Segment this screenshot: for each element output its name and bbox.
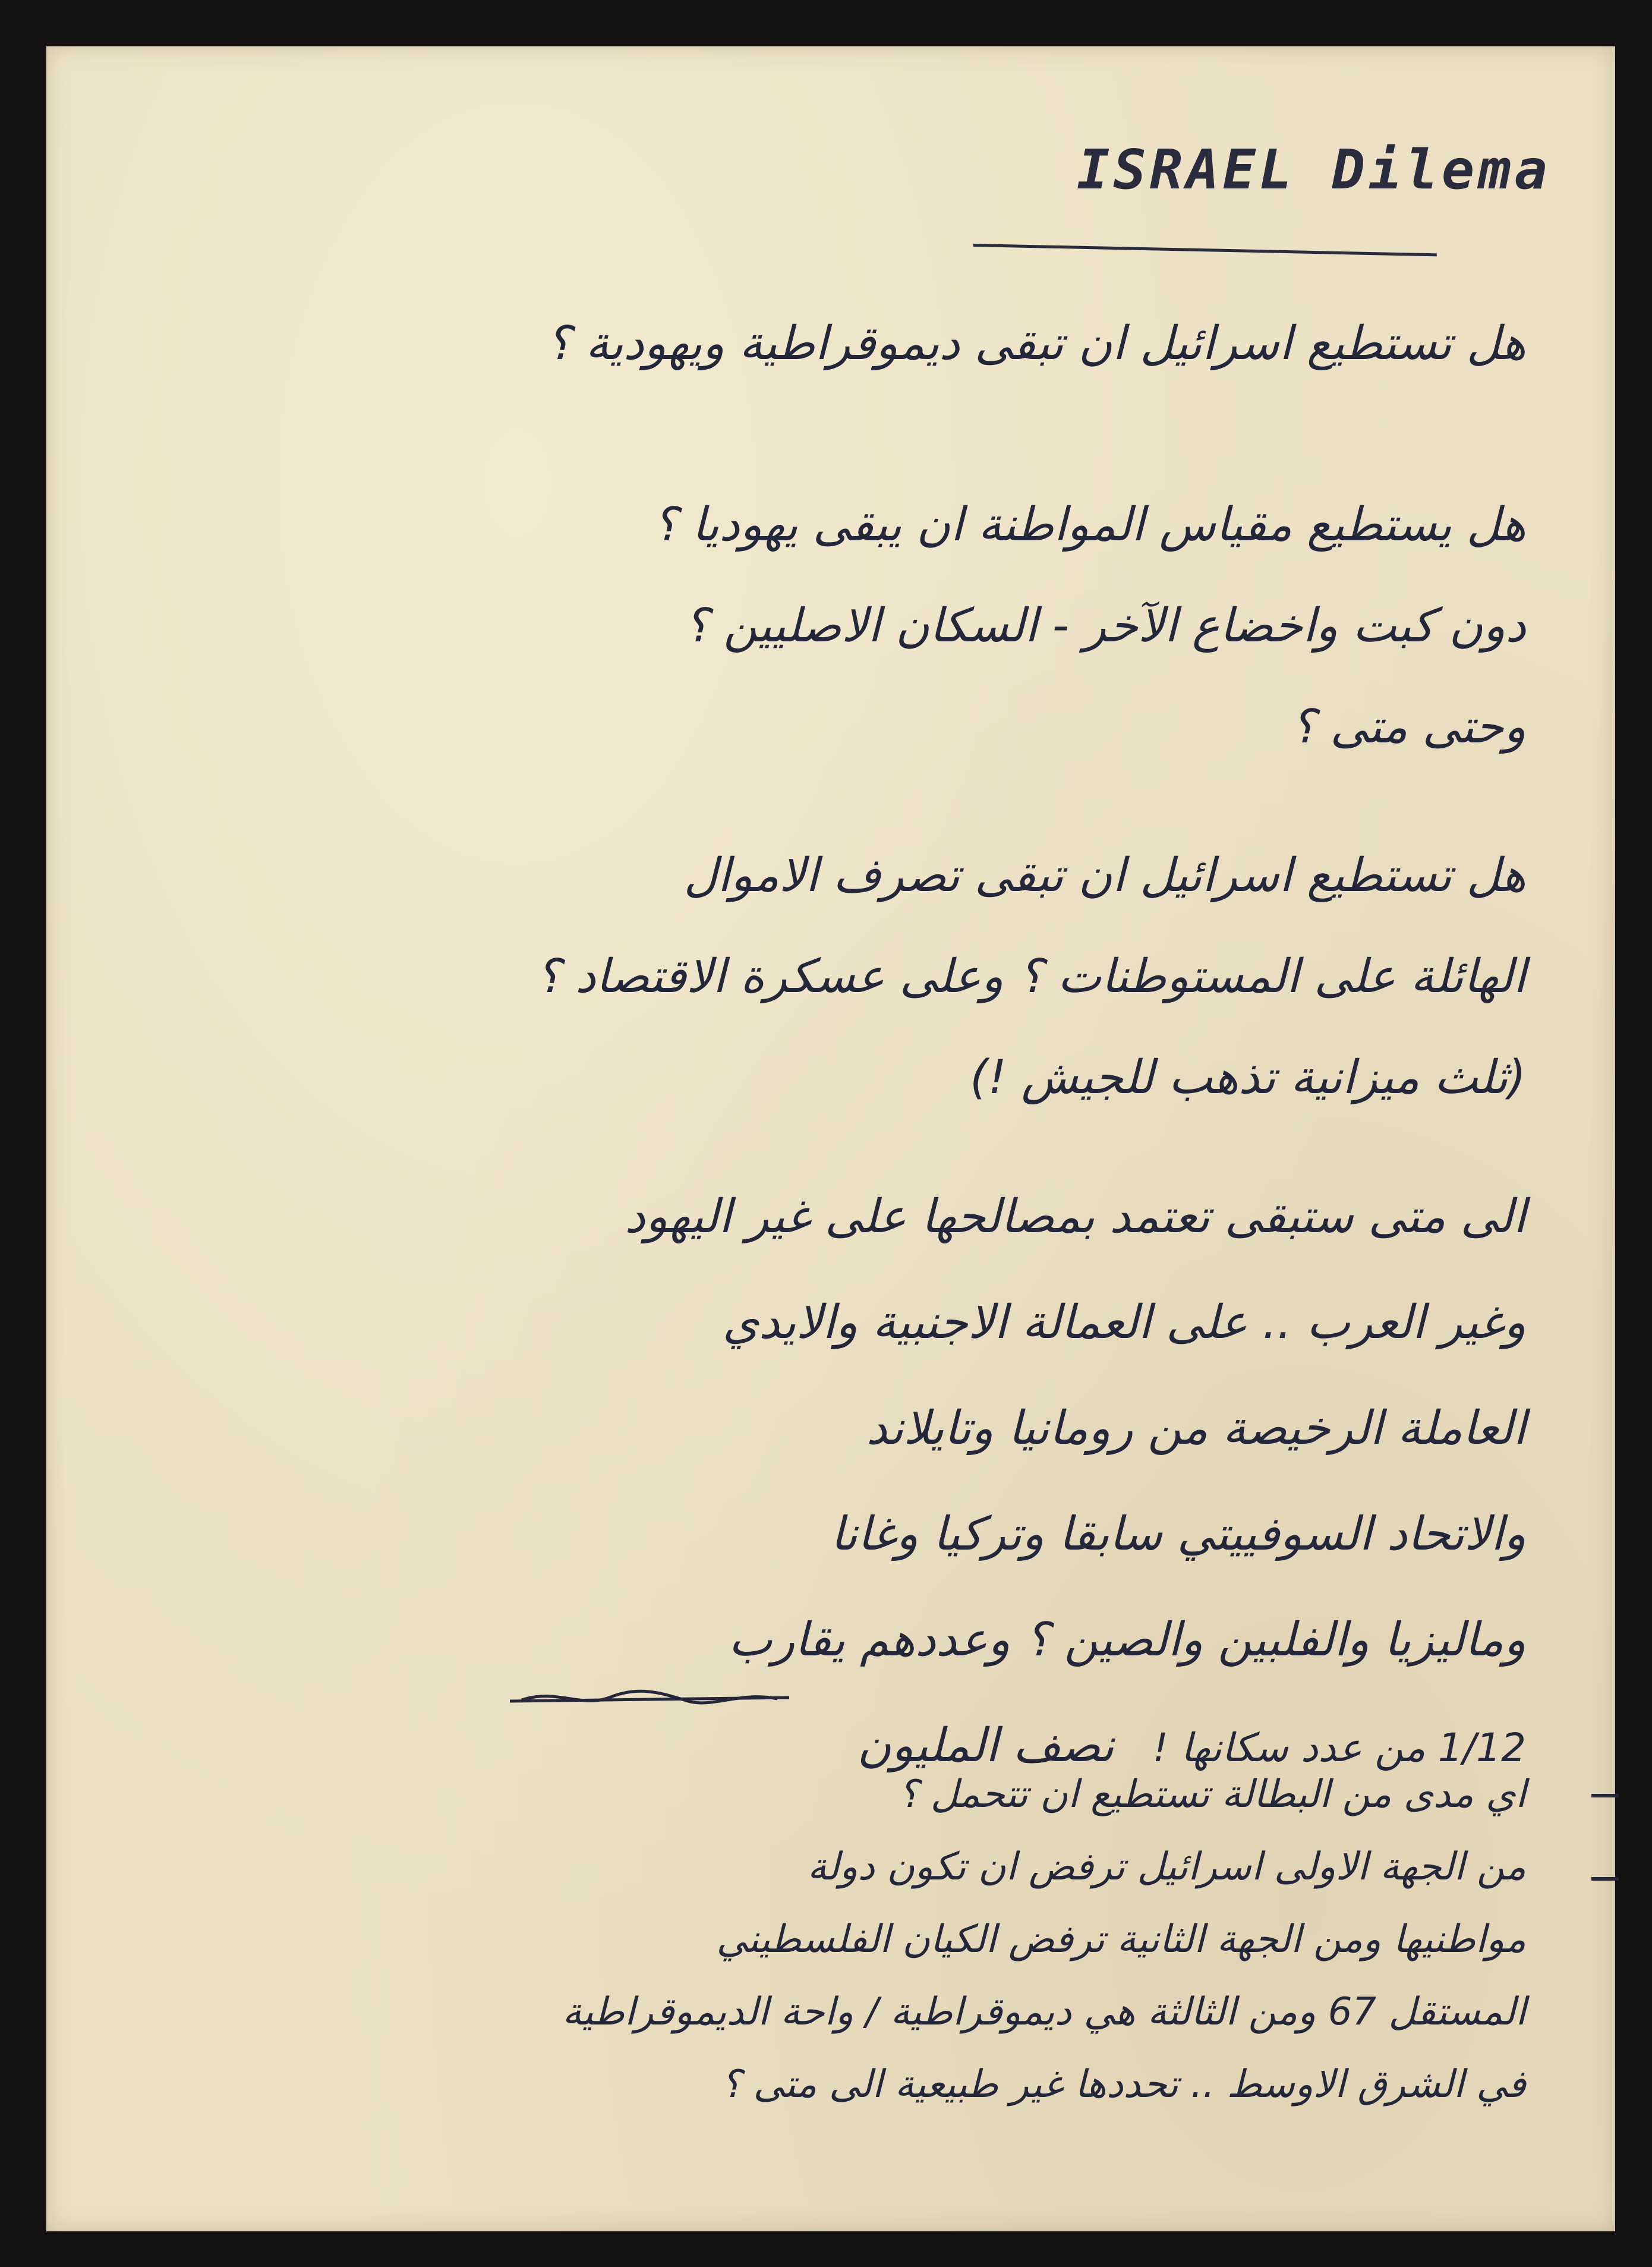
text-line: الهائلة على المستوطنات ؟ وعلى عسكرة الاقتصاد ؟ xyxy=(535,950,1526,1003)
document-title: ISRAEL Dilema xyxy=(1076,138,1551,201)
text-line: وحتى متى ؟ xyxy=(1291,700,1526,754)
text-line: وماليزيا والفلبين والصين ؟ وعددهم يقارب xyxy=(729,1613,1526,1667)
text-line: هل تستطيع اسرائيل ان تبقى تصرف الاموال xyxy=(683,849,1526,902)
text-line: هل يستطيع مقياس المواطنة ان يبقى يهوديا ؟ xyxy=(652,498,1526,552)
bullet-dash xyxy=(1591,1877,1619,1881)
text-line: والاتحاد السوفييتي سابقا وتركيا وغانا xyxy=(830,1507,1526,1561)
text-line: من الجهة الاولى اسرائيل ترفض ان تكون دولة xyxy=(807,1845,1526,1889)
text-line: المستقل 67 ومن الثالثة هي ديموقراطية / واحة الديموقراطية xyxy=(562,1990,1526,2034)
paragraph-5 xyxy=(76,1758,1526,2121)
text-line: هل تستطيع اسرائيل ان تبقى ديموقراطية ويهودية ؟ xyxy=(546,317,1526,370)
text-line: اي مدى من البطالة تستطيع ان تتحمل ؟ xyxy=(898,1772,1526,1816)
text-line: وغير العرب .. على العمالة الاجنبية والايدي xyxy=(722,1296,1526,1349)
text-line: دون كبت واخضاع الآخر - السكان الاصليين ؟ xyxy=(684,599,1526,653)
text-line: مواطنيها ومن الجهة الثانية ترفض الكيان الفلسطيني xyxy=(716,1917,1526,1961)
paper-sheet xyxy=(46,46,1615,2231)
text-fragment: نصف المليون xyxy=(857,1719,1114,1772)
paragraph-3 xyxy=(100,825,1526,1128)
margin-note: 1/12 من عدد سكانها ! xyxy=(1152,1725,1526,1771)
title-underline xyxy=(973,244,1437,256)
text-line: في الشرق الاوسط .. تحددها غير طبيعية الى متى ؟ xyxy=(721,2063,1526,2107)
text-line: الى متى ستبقى تعتمد بمصالحها على غير اليهود xyxy=(625,1190,1526,1243)
text-line: (ثلث ميزانية تذهب للجيش !) xyxy=(970,1051,1526,1104)
paragraph-2 xyxy=(112,474,1526,777)
struck-out-word xyxy=(510,1676,789,1718)
paragraph-4 xyxy=(112,1164,1526,1801)
bullet-dash xyxy=(1591,1794,1619,1797)
paragraph-1 xyxy=(112,296,1526,391)
text-line: العاملة الرخيصة من رومانيا وتايلاند xyxy=(866,1402,1526,1455)
